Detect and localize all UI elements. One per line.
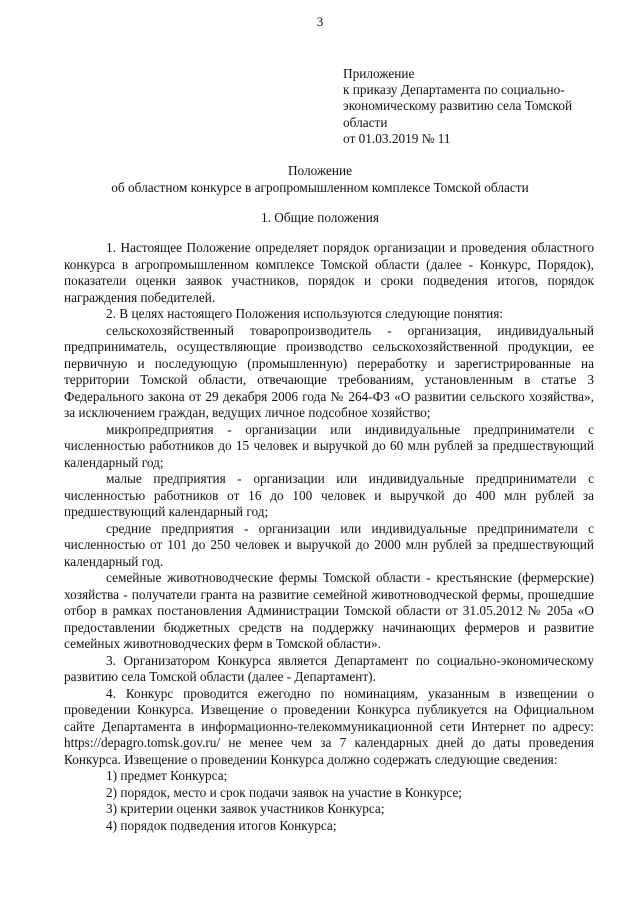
list-item: 2) порядок, место и срок подачи заявок на участие в Конкурсе; <box>106 784 463 800</box>
appendix-line: Приложение <box>343 66 415 81</box>
paragraph: семейные животноводческие фермы Томской области - крестьянские (фермерские) хозяйства - получатели гранта на развитие семейной животноводческой фермы, прошедшие отбор в рамках постановления Администрации Томской области от 31.05.2012 № 205а «О предоставлении бюджетных средств на поддержку начинающих фермеров и развитие семейных животноводческих ферм в Томской области». <box>64 570 594 651</box>
appendix-line: экономическому развитию села Томской <box>343 98 573 114</box>
section-heading: 1. Общие положения <box>260 210 380 225</box>
list-item: 3) критерии оценки заявок участников Конкурса; <box>106 801 385 816</box>
paragraph: 1. Настоящее Положение определяет порядок организации и проведения областного конкурса в агропромышленном комплексе Томской области (далее - Конкурс, Порядок), показатели оценки заявок участников, порядок и сроки подведения итогов, порядок награждения победителей. <box>64 240 594 305</box>
title-line-2: об областном конкурсе в агропромышленном комплексе Томской области <box>111 179 529 195</box>
paragraph: 2. В целях настоящего Положения используются следующие понятия: <box>106 306 504 321</box>
appendix-line: от 01.03.2019 № 11 <box>343 130 451 146</box>
paragraph: малые предприятия - организации или индивидуальные предприниматели с численностью работников от 16 до 100 человек и выручкой до 400 млн рублей за предшествующий календарный год; <box>64 471 594 519</box>
paragraph: микропредприятия - организации или индивидуальные предприниматели с численностью работников до 15 человек и выручкой до 60 млн рублей за предшествующий календарный год; <box>64 421 594 470</box>
document-title <box>0 163 640 196</box>
list-item: 4) порядок подведения итогов Конкурса; <box>106 817 337 833</box>
appendix-header <box>343 66 603 147</box>
appendix-line: к приказу Департамента по социально- <box>343 82 565 98</box>
document-body <box>64 240 594 834</box>
paragraph: средние предприятия - организации или индивидуальные предприниматели с численностью от 101 до 250 человек и выручкой до 2000 млн рублей за предшествующий календарный год. <box>64 520 594 569</box>
paragraph: 4. Конкурс проводится ежегодно по номинациям, указанным в извещении о проведении Конкурса. Извещение о проведении Конкурса публикуется на Официальном сайте Департамента в информационно-телекоммуникационной сети Интернет по адресу: https://depagro.tomsk.gov.ru/ не менее чем за 7 календарных дней до даты проведения Конкурса. Извещение о проведении Конкурса должно содержать следующие сведения: <box>64 685 594 767</box>
appendix-line: области <box>343 114 388 130</box>
paragraph: 3. Организатором Конкурса является Департамент по социально-экономическому развитию села Томской области (далее - Департамент). <box>64 652 594 684</box>
title-line-1: Положение <box>287 163 353 178</box>
paragraph: сельскохозяйственный товаропроизводитель - организация, индивидуальный предприниматель, осуществляющие производство сельскохозяйственной продукции, ее первичную и последующую (промышленную) переработку и зарегистрированные на территории Томской области, отвечающие требованиям, установленным в статье 3 Федерального закона от 29 декабря 2006 года № 264-ФЗ «О развитии сельского хозяйства», за исключением граждан, ведущих личное подсобное хозяйство; <box>64 322 594 420</box>
list-item: 1) предмет Конкурса; <box>106 768 228 783</box>
page-number: 3 <box>316 14 324 29</box>
